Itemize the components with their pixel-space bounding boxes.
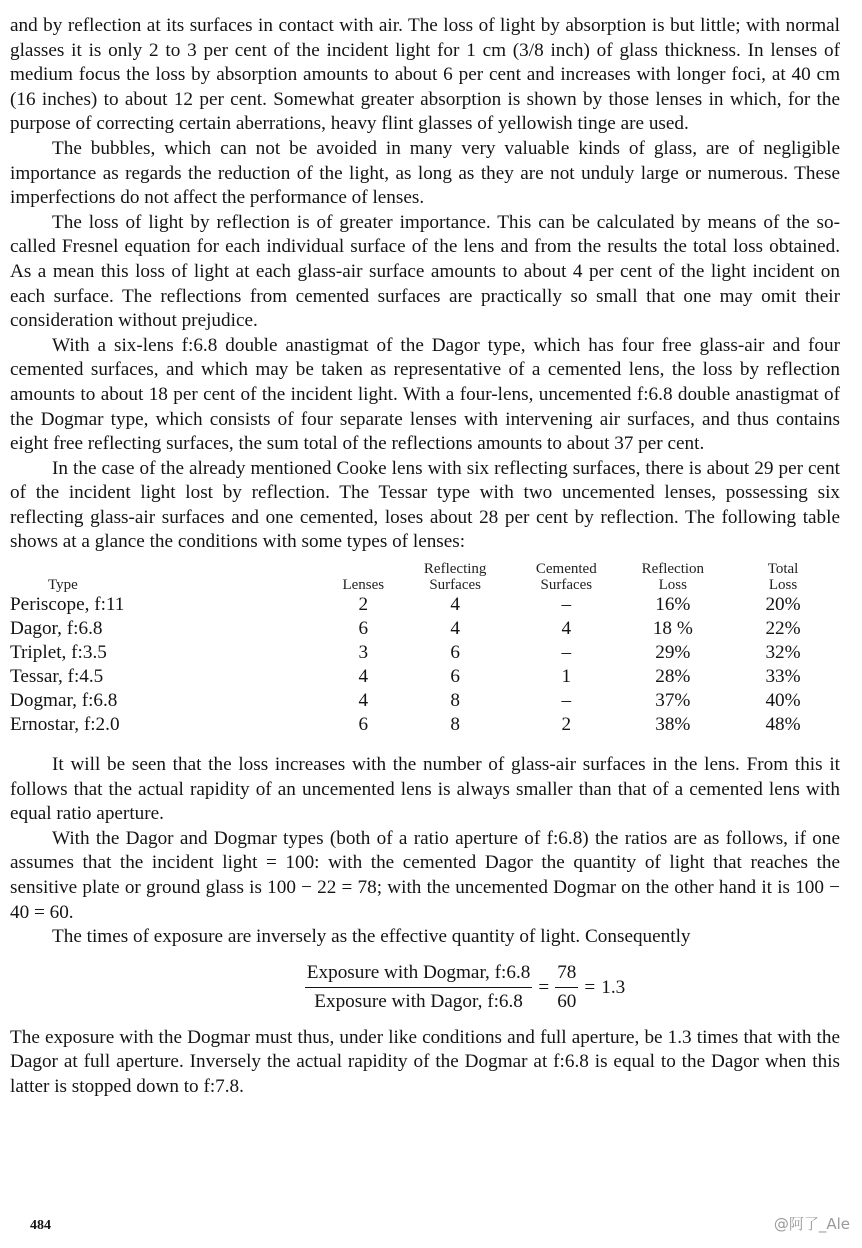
cell-total-loss: 20%	[765, 594, 801, 616]
col-header-reflecting-line1: Reflecting	[423, 561, 487, 578]
cell-type: Triplet, f:3.5	[10, 642, 107, 664]
cell-cemented: 2	[561, 714, 572, 736]
value-numerator: 78	[555, 961, 578, 989]
table-row	[10, 617, 840, 641]
page-body	[10, 14, 840, 1100]
col-header-total-loss-line2: Loss	[768, 577, 798, 594]
col-header-total-loss-line1: Total	[767, 561, 799, 578]
cell-type: Dogmar, f:6.8	[10, 690, 118, 712]
table-row	[10, 665, 840, 689]
cell-lenses: 6	[358, 714, 369, 736]
cell-lenses: 2	[358, 594, 369, 616]
cell-total-loss: 48%	[765, 714, 801, 736]
cell-reflecting: 6	[450, 642, 460, 664]
table-row	[10, 689, 840, 713]
cell-total-loss: 40%	[765, 690, 801, 712]
cell-reflection-loss: 16%	[655, 594, 691, 616]
cell-lenses: 3	[358, 642, 369, 664]
col-header-reflecting	[397, 561, 513, 593]
cell-reflecting: 4	[450, 594, 460, 616]
col-header-reflection-loss	[620, 561, 727, 593]
exposure-ratio-fraction	[305, 961, 533, 1015]
paragraph-dagor-dogmar: With a six-lens f:6.8 double anastigmat of the Dagor type, which has four free glass-air and four cemented surfaces, and which may be taken as representative of a cemented lens, the loss by reflection amounts to about 18 per cent of the incident light. With a four-lens, uncemented f:6.8 double anastigmat of the Dogmar type, which consists of four separate lenses with intervening air surfaces, and thus contains eight free reflecting surfaces, the sum total of the reflections amounts to about 37 per cent.	[10, 334, 840, 455]
formula-numerator: Exposure with Dogmar, f:6.8	[305, 961, 533, 989]
paragraph-bubbles: The bubbles, which can not be avoided in many very valuable kinds of glass, are of negligible importance as regards the reduction of the light, as long as they are not unduly large or numerous. These imperfections do not affect the performance of lenses.	[10, 137, 840, 209]
formula-result: 1.3	[601, 976, 626, 998]
cell-lenses: 4	[358, 690, 369, 712]
cell-total-loss: 33%	[765, 666, 801, 688]
paragraph-loss-increases: It will be seen that the loss increases with the number of glass-air surfaces in the lens. From this it follows that the actual rapidity of an uncemented lens is always smaller than that of a cemented lens with equal ratio aperture.	[10, 754, 840, 825]
cell-reflection-loss: 38%	[655, 714, 691, 736]
col-header-cemented	[513, 561, 619, 593]
formula-equals-sign: =	[538, 976, 550, 998]
cell-reflection-loss: 37%	[655, 690, 691, 712]
paragraph-ratios: With the Dagor and Dogmar types (both of a ratio aperture of f:6.8) the ratios are as follows, if one assumes that the incident light = 100: with the cemented Dagor the quantity of light that reaches the sensitive plate or ground glass is 100 − 22 = 78; with the uncemented Dogmar on the other hand it is 100 − 40 = 60.	[10, 827, 840, 923]
cell-cemented: –	[561, 594, 572, 616]
col-header-reflection-loss-line2: Loss	[658, 577, 687, 594]
cell-total-loss: 22%	[765, 618, 801, 640]
cell-reflection-loss: 28%	[655, 666, 691, 688]
lens-loss-table	[10, 561, 840, 737]
col-header-type: Type	[48, 577, 78, 594]
cell-cemented: –	[561, 642, 572, 664]
table-row	[10, 593, 840, 617]
col-header-cemented-line2: Surfaces	[540, 577, 593, 594]
page-number: 484	[30, 1218, 51, 1233]
col-header-cemented-line1: Cemented	[535, 561, 597, 578]
cell-type: Ernostar, f:2.0	[10, 714, 120, 736]
col-header-reflection-loss-line1: Reflection	[641, 561, 705, 578]
cell-cemented: 1	[561, 666, 572, 688]
formula-equals-sign-2: =	[584, 976, 596, 998]
value-fraction	[555, 961, 578, 1015]
col-header-total-loss	[726, 561, 840, 593]
table-row	[10, 713, 840, 737]
paragraph-reflection-loss: The loss of light by reflection is of greater importance. This can be calculated by means of the so-called Fresnel equation for each individual surface of the lens and from the results the total loss obtained. As a mean this loss of light at each glass-air surface amounts to about 4 per cent of the light incident on each surface. The reflections from cemented surfaces are practically so small that one may omit their consideration without prejudice.	[10, 211, 840, 332]
cell-reflection-loss: 29%	[655, 642, 691, 664]
paragraph-cooke-tessar: In the case of the already mentioned Cooke lens with six reflecting surfaces, there is about 29 per cent of the incident light lost by reflection. The Tessar type with two uncemented lenses, possessing six reflecting glass-air surfaces and one cemented, loses about 28 per cent by reflection. The following table shows at a glance the conditions with some types of lenses:	[10, 457, 840, 553]
cell-lenses: 6	[358, 618, 369, 640]
paragraph-closing: The exposure with the Dogmar must thus, under like conditions and full aperture, be 1.3 times that with the Dagor at full aperture. Inversely the actual rapidity of the Dogmar at f:6.8 is equal to the Dagor when this latter is stopped down to f:7.8.	[10, 1026, 840, 1097]
formula-denominator: Exposure with Dagor, f:6.8	[314, 991, 523, 1013]
col-header-lenses: Lenses	[342, 577, 385, 594]
cell-cemented: –	[561, 690, 572, 712]
cell-lenses: 4	[358, 666, 369, 688]
cell-reflecting: 6	[450, 666, 460, 688]
cell-reflection-loss: 18 %	[652, 618, 693, 640]
cell-type: Periscope, f:11	[10, 594, 125, 616]
cell-type: Dagor, f:6.8	[10, 618, 103, 640]
cell-cemented: 4	[561, 618, 572, 640]
cell-type: Tessar, f:4.5	[10, 666, 104, 688]
value-denominator: 60	[557, 991, 577, 1013]
exposure-formula	[90, 958, 840, 1018]
paragraph-exposure-intro: The times of exposure are inversely as the effective quantity of light. Consequently	[52, 926, 691, 948]
cell-reflecting: 8	[450, 690, 460, 712]
table-row	[10, 641, 840, 665]
watermark: @阿了_Ale	[773, 1215, 850, 1233]
paragraph-absorption: and by reflection at its surfaces in contact with air. The loss of light by absorption is but little; with normal glasses it is only 2 to 3 per cent of the incident light for 1 cm (3/8 inch) of glass thickness. In lenses of medium focus the loss by absorption amounts to about 6 per cent and increases with longer foci, at 40 cm (16 inches) to about 12 per cent. Somewhat greater absorption is shown by those lenses in which, for the purpose of correcting certain aberrations, heavy flint glasses of yellowish tinge are used.	[10, 15, 840, 135]
cell-total-loss: 32%	[765, 642, 801, 664]
col-header-reflecting-line2: Surfaces	[429, 577, 481, 594]
cell-reflecting: 4	[450, 618, 460, 640]
table-header-row	[10, 561, 840, 593]
cell-reflecting: 8	[450, 714, 460, 736]
